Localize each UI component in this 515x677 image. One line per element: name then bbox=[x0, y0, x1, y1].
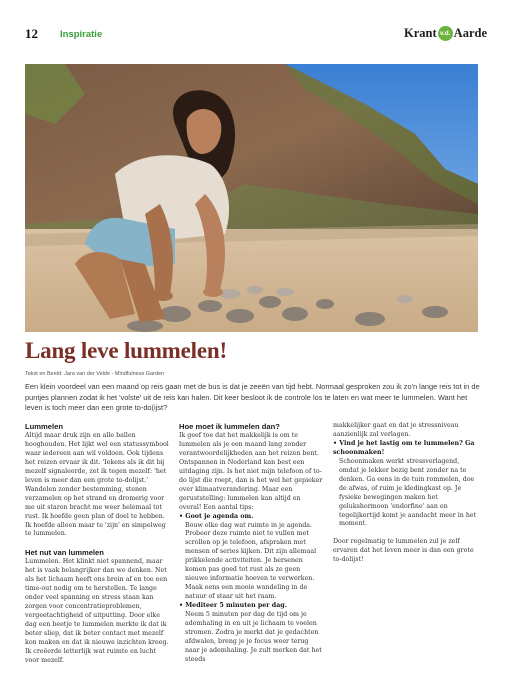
section-label: Inspiratie bbox=[60, 29, 103, 40]
article-credits: Tekst en Beeld: Jara van der Velde - Mindfulness Garden bbox=[25, 371, 165, 377]
page-header bbox=[25, 26, 487, 44]
paragraph-continued: makkelijker gaat en dat je stressniveau aanzienlijk zal verlagen. bbox=[333, 422, 459, 438]
paragraph-hoe-moet-ik-lummelen: Ik geef toe dat het makkelijk is om te lummelen als je een maand lang zonder verantwoordelijkheden aan het reizen bent. Ontspannen in Nederland kan best een uitdaging zijn. Is het niet mijn telefoon of to-do lijst die roept, dan is het wel het gepieker over klimaatverandering. Maar een geruststelling: lummelen kan altijd en overal! Een aantal tips: bbox=[179, 432, 323, 511]
paragraph-lummelen: Altijd maar druk zijn en alle ballen hooghouden. Het lijkt wel een statussymbool waar iedereen aan wil voldoen. Ook tijdens het reizen ervaar ik dit. 'Iekens als ik dit bij mezelf signaleerde, zet ik tegen mezelf: 'het leven is meer dan een grote to-dolijst.' Wandelen zonder bestemming, stenen verzamelen op het strand en dromerig voor me uit staren bracht me weer helemaal tot rust. Ik hoefde geen plan of doel te hebben. Ik hoefde alleen maar te 'zijn' en simpelweg te lummelen. bbox=[25, 432, 169, 538]
paragraph-nut-van-lummelen: Lummelen. Het klinkt niet spannend, maar het is vaak belangrijker dan we denken. Net als het lichaam heeft ons brein af en toe een time-out nodig om te herstellen. Te lange onder veel spanning en stress staan kan zorgen voor concentratieproblemen, vergeetachtigheid of uitputting. Door elke dag een beetje te lummelen merkte ik dat ik beter sliep, dat ik beter contact met mezelf kon maken en dat ik nieuwe inzichten kreeg. Ik creëerde letterlijk wat ruimte en lucht voor mezelf. bbox=[25, 558, 169, 664]
tip-schoonmaken-text: Schoonmaken werkt stressverlagend, omdat je lekker bezig bent zonder na te denken. Ga eens in de tuin rommelen, doe de afwas, of ruim je kledingkast op. Je fysieke bewegingen maken het gelukshormoon 'endorfine' aan en tegelijkertijd komt je aandacht meer in het moment. bbox=[339, 457, 477, 528]
heading-nut-van-lummelen: Het nut van lummelen bbox=[25, 548, 104, 558]
article-photo bbox=[25, 64, 478, 332]
photo-woman-stacking-stones-icon bbox=[25, 64, 478, 332]
column-3 bbox=[333, 422, 481, 565]
tip-mediteer-title: • Mediteer 5 minuten per dag. bbox=[179, 602, 287, 610]
tip-mediteer-text: Neem 5 minuten per dag de tijd om je ademhaling in en uit je lichaam te voelen stromen. Zodra je merkt dat je gedachten afdwalen, breng je je focus weer terug naar je ademhaling. Je zult merken dat het steeds bbox=[185, 611, 322, 663]
tip-agenda-text: Bouw elke dag wat ruimte in je agenda. Probeer deze ruimte niet te vullen met scrollen op je telefoon, afspraken met mensen of series kijken. Dit zijn allemaal prikkelende activiteiten. Je hersenen komen pas goed tot rust als ze geen nieuwe informatie hoeven te verwerken. Maak eens een mooie wandeling in de natuur of staar uit het raam. bbox=[185, 521, 317, 601]
column-2 bbox=[179, 422, 324, 665]
logo-text-left: Krant bbox=[404, 26, 437, 40]
article-title: Lang leve lummelen! bbox=[25, 338, 227, 363]
tip-schoonmaken-title: • Vind je het lastig om te lummelen? Ga schoonmaken! bbox=[333, 439, 475, 456]
logo-text-right: Aarde bbox=[453, 26, 487, 40]
page-number: 12 bbox=[25, 26, 38, 41]
tip-agenda-title: • Goot je agenda om. bbox=[179, 512, 254, 520]
paragraph-conclusion: Door regelmatig te lummelen zul je zelf ervaren dat het leven meer is dan een grote to-dolijst! bbox=[333, 538, 474, 564]
publication-logo bbox=[404, 26, 487, 41]
heading-lummelen: Lummelen bbox=[25, 422, 63, 431]
article-intro: Een klein voordeel van een maand op reis gaan met de bus is dat je zeeën van tijd hebt. Normaal gesproken zou ik zo'n lange reis tot in de puntjes plannen zodat ik het 'volste' uit de reis kan halen. Dit keer besloot ik de controle los te laten en wat meer te lummelen. Want het leven is toch meer dan een grote to-do(ijst? bbox=[25, 382, 480, 413]
logo-globe-icon: v.d. bbox=[438, 26, 453, 41]
heading-hoe-moet-ik-lummelen: Hoe moet ik lummelen dan? bbox=[179, 422, 280, 431]
column-1 bbox=[25, 422, 170, 666]
